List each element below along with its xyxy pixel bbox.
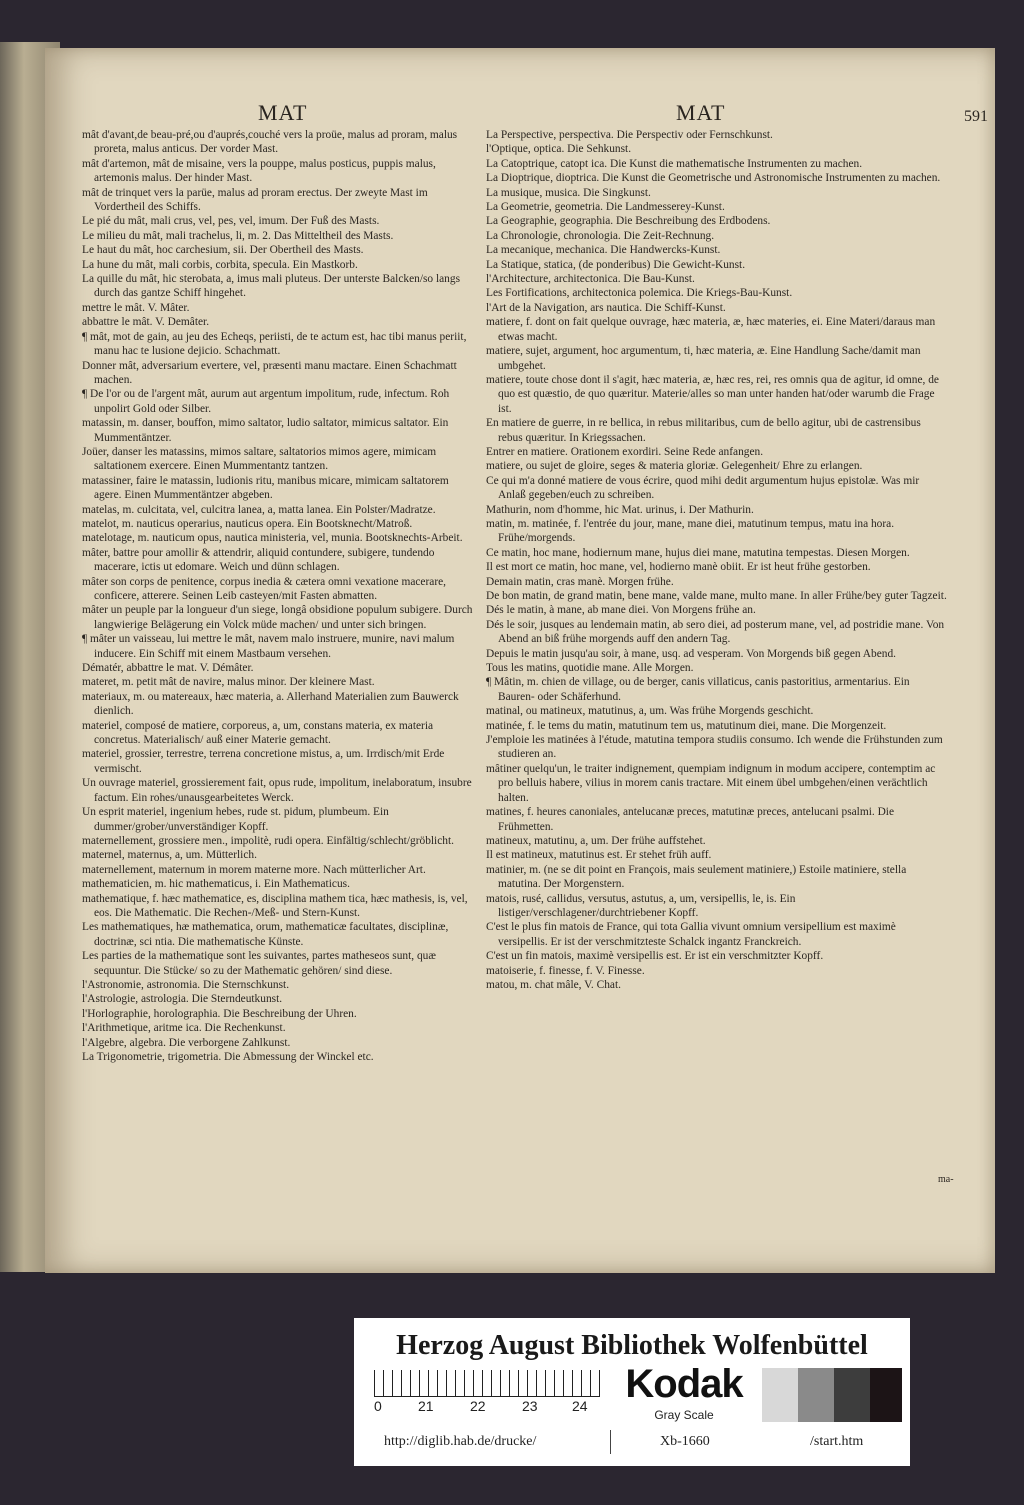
- library-title: Herzog August Bibliothek Wolfenbüttel: [396, 1330, 868, 1361]
- dictionary-entry: mât d'avant,de beau-pré,ou d'auprés,couché vers la proüe, malus ad proram, malus proreta, malus anticus. Der vorder Mast.: [82, 129, 458, 156]
- ruler-number: 24: [572, 1398, 588, 1414]
- dictionary-entry: Mathurin, nom d'homme, hic Mat. urinus, i. Der Mathurin.: [486, 503, 754, 516]
- dictionary-entry: matin, m. matinée, f. l'entrée du jour, mane, mane diei, matutinum tempus, matu ina hora. Frühe/morgends.: [486, 517, 895, 545]
- dictionary-entry: Il est matineux, matutinus est. Er stehet früh auff.: [486, 849, 712, 862]
- dictionary-entry: matinée, f. le tems du matin, matutinum tem us, matutinum diei, mane. Die Morgenzeit.: [486, 719, 887, 732]
- source-url: http://diglib.hab.de/drucke/: [384, 1434, 537, 1449]
- running-head-right: MAT: [676, 100, 726, 125]
- dictionary-entry: maternellement, maternum in morem materne more. Nach mütterlicher Art.: [82, 863, 426, 876]
- dictionary-entry: J'emploie les matinées à l'étude, matutina tempora studiis consumo. Ich wende die Frühstunden zum studieren an.: [486, 734, 943, 761]
- dictionary-entry: mât de trinquet vers la parüe, malus ad proram erectus. Der zweyte Mast im Vordertheil des Schiffs.: [82, 186, 428, 214]
- ruler-scale: [374, 1370, 600, 1397]
- ruler-number: 0: [374, 1398, 382, 1414]
- dictionary-entry: mâter, battre pour amollir & attendrir, aliquid contundere, subigere, tundendo macerare, ictis ut edomare. Weich und dünn schlagen.: [82, 546, 435, 574]
- dictionary-entry: C'est le plus fin matois de France, qui tota Gallia vivunt omnium versipellium est maximè versipellis. Er ist der verschmitzteste Schalck ingantz Franckreich.: [486, 921, 896, 948]
- dictionary-entry: matinal, ou matineux, matutinus, a, um. Was frühe Morgends geschicht.: [486, 705, 814, 718]
- dictionary-entry: matelotage, m. nauticum opus, nautica ministeria, vel, munia. Bootsknechts-Arbeit.: [82, 532, 463, 545]
- dictionary-entry: La hune du mât, mali corbis, corbita, specula. Ein Mastkorb.: [82, 258, 358, 271]
- gray-scale-label: Gray Scale: [654, 1408, 714, 1422]
- dictionary-entry: De bon matin, de grand matin, bene mane, valde mane, multo mane. In aller Frühe/bey guter Tagzeit.: [486, 590, 947, 602]
- dictionary-entry: matiere, f. dont on fait quelque ouvrage, hæc materia, æ, hæc materies, ei. Eine Materi/daraus man etwas macht.: [486, 316, 936, 343]
- dictionary-entry: La Catoptrique, catopt ica. Die Kunst die mathematische Instrumenten zu machen.: [486, 157, 863, 170]
- dictionary-entry: Dés le matin, à mane, ab mane diei. Von Morgens frühe an.: [486, 604, 756, 617]
- gray-patch: [762, 1368, 798, 1422]
- running-head-left: MAT: [258, 100, 308, 125]
- dictionary-entry: mettre le mât. V. Mâter.: [82, 301, 190, 314]
- dictionary-entry: La Geographie, geographia. Die Beschreibung des Erdbodens.: [486, 215, 771, 228]
- gray-patches: [762, 1368, 902, 1422]
- page-number: 591: [964, 108, 988, 125]
- dictionary-entry: abbattre le mât. V. Demâter.: [82, 316, 210, 329]
- dictionary-entry: matinier, m. (ne se dit point en François, mais seulement matiniere,) Estoile matiniere, stella matutina. Der Morgenstern.: [486, 863, 907, 891]
- dictionary-entry: materiaux, m. ou matereaux, hæc materia, a. Allerhand Materialien zum Bauwerck dienlich.: [82, 690, 459, 718]
- dictionary-entry: matines, f. heures canoniales, antelucanæ preces, matutinæ preces, antelucani psalmi. Die Frühmetten.: [486, 806, 895, 833]
- dictionary-entry: Dés le soir, jusques au lendemain matin, ab sero diei, ad posterum mane, vel, ad postridie mane. Von Abend an biß frühe morgends auff den andern Tag.: [486, 618, 945, 646]
- dictionary-entry: Les Fortifications, architectonica polemica. Die Kriegs-Bau-Kunst.: [486, 287, 793, 300]
- shelfmark: Xb-1660: [660, 1434, 710, 1449]
- dictionary-entry: matiere, ou sujet de gloire, seges & materia gloriæ. Gelegenheit/ Ehre zu erlangen.: [486, 460, 863, 473]
- ruler-number: 21: [418, 1398, 434, 1414]
- dictionary-entry: C'est un fin matois, maximè versipellis est. Er ist ein verschmitzter Kopff.: [486, 950, 824, 963]
- right-column: [486, 128, 948, 992]
- dictionary-entry: Depuis le matin jusqu'au soir, à mane, usq. ad vesperam. Von Morgends biß gegen Abend.: [486, 647, 897, 660]
- dictionary-entry: Les parties de la mathematique sont les suivantes, partes matheseos sunt, quæ sequuntur. Die Stücke/ so zu der Mathematic gehören/ sind diese.: [82, 950, 436, 977]
- left-column: [82, 128, 478, 1064]
- dictionary-entry: Donner mât, adversarium evertere, vel, præsenti manu mactare. Einen Schachmatt machen.: [82, 359, 457, 386]
- dictionary-entry: ¶ mât, mot de gain, au jeu des Echeqs, periisti, de te actum est, hac tibi manus periit, manu hac te lusione dejicio. Schachmatt.: [82, 330, 467, 358]
- dictionary-entry: l'Algebre, algebra. Die verborgene Zahlkunst.: [82, 1036, 291, 1049]
- dictionary-entry: Le pié du mât, mali crus, vel, pes, vel, imum. Der Fuß des Masts.: [82, 215, 380, 228]
- dictionary-entry: maternel, maternus, a, um. Mütterlich.: [82, 849, 257, 862]
- dictionary-entry: matoiserie, f. finesse, f. V. Finesse.: [486, 964, 645, 977]
- dictionary-entry: Un ouvrage materiel, grossierement fait, opus rude, impolitum, inelaboratum, insubre factum. Ein rohes/unausgearbeitetes Werck.: [82, 777, 472, 804]
- dictionary-entry: Ce matin, hoc mane, hodiernum mane, hujus diei mane, matutina tempestas. Diesen Morgen.: [486, 546, 910, 559]
- dictionary-entry: Le milieu du mât, mali trachelus, li, m. 2. Das Mitteltheil des Masts.: [82, 229, 394, 242]
- dictionary-entry: Dématér, abbattre le mat. V. Démâter.: [82, 662, 254, 675]
- dictionary-entry: ¶ mâter un vaisseau, lui mettre le mât, navem malo instruere, munire, navi malum inducere. Ein Schiff mit einem Mastbaum versehen.: [82, 633, 455, 660]
- dictionary-entry: materet, m. petit mât de navire, malus minor. Der kleinere Mast.: [82, 676, 375, 689]
- dictionary-entry: La Statique, statica, (de ponderibus) Die Gewicht-Kunst.: [486, 258, 746, 271]
- dictionary-entry: La mecanique, mechanica. Die Handwercks-Kunst.: [486, 244, 721, 257]
- dictionary-entry: Ce qui m'a donné matiere de vous écrire, quod mihi dedit argumentum hujus epistolæ. Was mir Anlaß gegeben/euch zu schreiben.: [486, 474, 920, 502]
- dictionary-entry: mâtiner quelqu'un, le traiter indignement, quempiam indignum in modum accipere, contemptim ac pro belluis habere, vilius in morem canis tractare. Mit einem übel umbgehen/einen verächtlich halten.: [486, 762, 936, 804]
- dictionary-entry: La Trigonometrie, trigometria. Die Abmessung der Winckel etc.: [82, 1051, 374, 1063]
- dictionary-entry: mathematique, f. hæc mathematice, es, disciplina mathem tica, hæc mathesis, is, vel, eos. Die Mathematic. Die Rechen-/Meß- und Stern-Kunst.: [82, 892, 468, 919]
- dictionary-entry: matassiner, faire le matassin, ludionis ritu, manibus micare, mimicam saltatorem agere. Einen Mummentäntzer abgeben.: [82, 474, 449, 502]
- dictionary-entry: Le haut du mât, hoc carchesium, sii. Der Obertheil des Masts.: [82, 244, 364, 257]
- dictionary-entry: l'Astronomie, astronomia. Die Sternschkunst.: [82, 978, 290, 991]
- dictionary-entry: l'Arithmetique, aritme ica. Die Rechenkunst.: [82, 1022, 286, 1035]
- dictionary-entry: matassin, m. danser, bouffon, mimo saltator, ludio saltator, mimicus saltator. Ein Mummentäntzer.: [82, 417, 449, 444]
- dictionary-entry: l'Astrologie, astrologia. Die Sterndeutkunst.: [82, 993, 283, 1006]
- kodak-wordmark: Kodak: [625, 1362, 743, 1406]
- dictionary-entry: materiel, composé de matiere, corporeus, a, um, constans materia, ex materia concretus. Materialisch/ auß einer Materie gemacht.: [82, 719, 434, 747]
- dictionary-entry: l'Optique, optica. Die Sehkunst.: [486, 143, 632, 156]
- dictionary-entry: matou, m. chat mâle, V. Chat.: [486, 978, 621, 991]
- dictionary-entry: La Dioptrique, dioptrica. Die Kunst die Geometrische und Astronomische Instrumenten zu machen.: [486, 172, 941, 185]
- dictionary-entry: Joüer, danser les matassins, mimos saltare, saltatorios mimos agere, mimicam saltationem exercere. Einen Mummentantz tantzen.: [82, 445, 437, 473]
- start-link[interactable]: /start.htm: [810, 1434, 864, 1449]
- ruler-number: 23: [522, 1398, 538, 1414]
- dictionary-entry: mâter un peuple par la longueur d'un siege, longâ obsidione populum subigere. Durch langwierige Belägerung ein Volck müde machen/ und unter sich bringen.: [82, 604, 473, 631]
- dictionary-entry: matineux, matutinu, a, um. Der frühe auffstehet.: [486, 834, 706, 847]
- dictionary-entry: mât d'artemon, mât de misaine, vers la pouppe, malus posticus, puppis malus, artemonis malus. Der hinder Mast.: [82, 157, 436, 185]
- dictionary-entry: Un esprit materiel, ingenium hebes, rude st. pidum, plumbeum. Ein dummer/grober/unverständiger Kopff.: [82, 806, 389, 833]
- dictionary-entry: matelas, m. culcitata, vel, culcitra lanea, a, matta lanea. Ein Polster/Madratze.: [82, 503, 436, 516]
- dictionary-entry: materiel, grossier, terrestre, terrena concretione mistus, a, um. Irrdisch/mit Erde vermischt.: [82, 748, 445, 775]
- dictionary-entry: l'Art de la Navigation, ars nautica. Die Schiff-Kunst.: [486, 301, 726, 314]
- dictionary-entry: Demain matin, cras manè. Morgen frühe.: [486, 575, 674, 588]
- dictionary-entry: mâter son corps de penitence, corpus inedia & cætera omni vexatione macerare, conficere, atterere. Seinen Leib casteyen/mit Fasten abmatten.: [82, 575, 447, 602]
- dictionary-entry: matiere, toute chose dont il s'agit, hæc materia, æ, hæc res, rei, res omnis qua de agitur, id omne, de quo est quæstio, de quo quæritur. Materie/alles so man unter handen hat/oder warumb die Frage ist.: [486, 373, 939, 415]
- dictionary-entry: En matiere de guerre, in re bellica, in rebus militaribus, cum de bello agitur, ubi de castrensibus rebus quæritur. In Kriegssachen.: [486, 417, 921, 444]
- dictionary-entry: ¶ De l'or ou de l'argent mât, aurum aut argentum impolitum, rude, infectum. Roh unpolirt Gold oder Silber.: [82, 388, 450, 415]
- catchword: ma-: [938, 1174, 954, 1185]
- dictionary-entry: La quille du mât, hic sterobata, a, imus mali pluteus. Der unterste Balcken/so langs durch das gantze Schiff hingehet.: [82, 273, 461, 300]
- dictionary-entry: ¶ Mâtin, m. chien de village, ou de berger, canis villaticus, canis pastoritius, armentarius. Ein Bauren- oder Schäferhund.: [486, 676, 910, 703]
- dictionary-entry: La Chronologie, chronologia. Die Zeit-Rechnung.: [486, 229, 715, 242]
- gray-patch: [798, 1368, 834, 1422]
- gray-patch: [870, 1368, 902, 1422]
- dictionary-entry: Entrer en matiere. Orationem exordiri. Seine Rede anfangen.: [486, 445, 764, 458]
- dictionary-entry: La Perspective, perspectiva. Die Perspectiv oder Fernschkunst.: [486, 129, 773, 141]
- color-target: [354, 1318, 910, 1466]
- ruler-number: 22: [470, 1398, 486, 1414]
- dictionary-entry: Les mathematiques, hæ mathematica, orum, mathematicæ facultates, disciplinæ, doctrinæ, sci ntia. Die mathematische Künste.: [82, 921, 449, 948]
- dictionary-entry: matiere, sujet, argument, hoc argumentum, ti, hæc materia, æ. Eine Handlung Sache/damit man umbgehet.: [486, 345, 921, 372]
- ruler-numbers: [374, 1398, 600, 1418]
- dictionary-entry: Tous les matins, quotidie mane. Alle Morgen.: [486, 662, 694, 675]
- dictionary-entry: matois, rusé, callidus, versutus, astutus, a, um, versipellis, le, is. Ein listiger/verschlagener/durchtriebener Kopff.: [486, 892, 796, 919]
- dictionary-entry: mathematicien, m. hic mathematicus, i. Ein Mathematicus.: [82, 878, 350, 891]
- dictionary-entry: l'Horlographie, horolographia. Die Beschreibung der Uhren.: [82, 1007, 357, 1020]
- kodak-logo: [616, 1362, 752, 1422]
- dictionary-entry: maternellement, grossiere men., impolitè, rudi opera. Einfältig/schlecht/gröblicht.: [82, 834, 454, 847]
- dictionary-entry: matelot, m. nauticus operarius, nauticus opera. Ein Bootsknecht/Matroß.: [82, 517, 413, 530]
- dictionary-entry: Il est mort ce matin, hoc mane, vel, hodierno manè obiit. Er ist heut frühe gestorben.: [486, 561, 871, 574]
- footer-divider: [610, 1430, 611, 1454]
- dictionary-entry: l'Architecture, architectonica. Die Bau-Kunst.: [486, 273, 695, 286]
- dictionary-entry: La Geometrie, geometria. Die Landmesserey-Kunst.: [486, 201, 725, 214]
- gray-patch: [834, 1368, 870, 1422]
- dictionary-entry: La musique, musica. Die Singkunst.: [486, 186, 651, 199]
